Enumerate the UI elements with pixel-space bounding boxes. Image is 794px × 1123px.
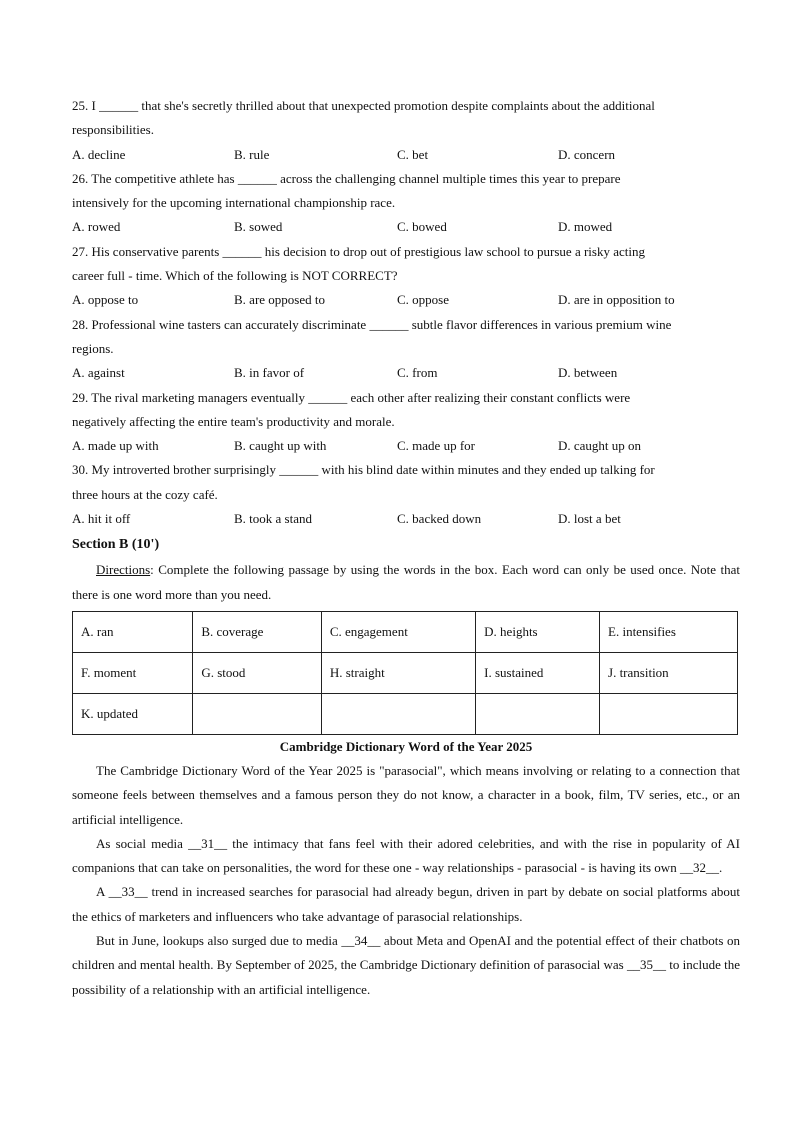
answer-option[interactable]: B. in favor of <box>234 365 305 381</box>
question-stem-line: 26. The competitive athlete has ______ across the challenging channel multiple times this year to prepare <box>72 170 621 186</box>
word-box-cell: F. moment <box>73 652 193 693</box>
question-item <box>72 167 740 240</box>
word-box-cell: C. engagement <box>321 611 475 652</box>
section-b-directions <box>72 558 740 607</box>
word-box-cell: A. ran <box>73 611 193 652</box>
word-box-cell: G. stood <box>193 652 322 693</box>
question-item <box>72 458 740 531</box>
answer-option[interactable]: C. from <box>397 365 438 381</box>
answer-option[interactable]: A. rowed <box>72 219 121 235</box>
answer-option[interactable]: D. concern <box>558 146 616 162</box>
word-box-cell <box>600 693 738 734</box>
passage-body <box>72 759 740 1002</box>
section-b-heading: Section B (10') <box>72 537 160 553</box>
question-item <box>72 386 740 459</box>
answer-options <box>72 215 740 239</box>
worksheet-page <box>72 94 740 1002</box>
passage-paragraph: The Cambridge Dictionary Word of the Year 2025 is "parasocial", which means involving or relating to a connection that someone feels between themselves and a famous person they do not know, a character in a book, film, TV series, etc., or an artificial intelligence. <box>72 762 740 827</box>
answer-option[interactable]: D. caught up on <box>558 438 642 454</box>
question-stem-line: responsibilities. <box>72 122 154 138</box>
question-stem-line: 25. I ______ that she's secretly thrilled about that unexpected promotion despite complaints about the additional <box>72 98 655 113</box>
answer-option[interactable]: D. mowed <box>558 219 613 235</box>
word-box-cell: K. updated <box>73 693 193 734</box>
question-stem-line: career full - time. Which of the following is NOT CORRECT? <box>72 268 398 284</box>
answer-option[interactable]: B. are opposed to <box>234 292 325 308</box>
answer-option[interactable]: C. bowed <box>397 219 447 235</box>
question-stem-line: 30. My introverted brother surprisingly ______ with his blind date within minutes and they ended up talking for <box>72 462 655 478</box>
question-stem-line: intensively for the upcoming international championship race. <box>72 195 396 211</box>
word-box-cell <box>193 693 322 734</box>
answer-option[interactable]: D. lost a bet <box>558 511 621 527</box>
answer-option[interactable]: C. oppose <box>397 292 449 308</box>
word-box-row <box>73 693 738 734</box>
question-item <box>72 94 740 167</box>
word-box-row <box>73 611 738 652</box>
question-stem-line: regions. <box>72 340 114 356</box>
answer-options <box>72 143 740 167</box>
answer-option[interactable]: B. caught up with <box>234 438 327 454</box>
question-stem-line: 27. His conservative parents ______ his decision to drop out of prestigious law school to pursue a risky acting <box>72 243 645 259</box>
question-stem-line: 29. The rival marketing managers eventually ______ each other after realizing their constant conflicts were <box>72 389 631 405</box>
question-stem-line: three hours at the cozy café. <box>72 486 218 502</box>
answer-option[interactable]: A. hit it off <box>72 511 131 527</box>
passage-paragraph: As social media __31__ the intimacy that fans feel with their adored celebrities, and with the rise in popularity of AI companions that can take on personalities, the word for these one - way relationships - parasocial - is having its own __32__. <box>72 835 740 876</box>
answer-option[interactable]: A. decline <box>72 146 126 162</box>
answer-option[interactable]: B. took a stand <box>234 511 312 527</box>
answer-option[interactable]: C. bet <box>397 146 429 162</box>
word-box-cell: H. straight <box>321 652 475 693</box>
word-box-row <box>73 652 738 693</box>
word-box-cell <box>476 693 600 734</box>
word-box-cell: D. heights <box>476 611 600 652</box>
answer-option[interactable]: D. between <box>558 365 618 381</box>
word-box-cell: E. intensifies <box>600 611 738 652</box>
answer-options <box>72 361 740 385</box>
directions-text: : Complete the following passage by using the words in the box. Each word can only be used once. Note that there is one word more than you need. <box>72 562 740 602</box>
question-stem-line: 28. Professional wine tasters can accurately discriminate ______ subtle flavor differences in various premium wine <box>72 316 672 332</box>
answer-option[interactable]: A. made up with <box>72 438 159 454</box>
passage-title: Cambridge Dictionary Word of the Year 2025 <box>279 738 533 754</box>
question-stem-line: negatively affecting the entire team's productivity and morale. <box>72 413 395 429</box>
answer-option[interactable]: B. sowed <box>234 219 283 235</box>
answer-options <box>72 434 740 458</box>
word-box-table <box>72 611 738 735</box>
answer-option[interactable]: C. made up for <box>397 438 475 454</box>
question-list <box>72 94 740 531</box>
word-box-cell: J. transition <box>600 652 738 693</box>
answer-options <box>72 288 740 312</box>
word-box-cell <box>321 693 475 734</box>
directions-label: Directions <box>96 562 151 578</box>
word-box-cell: I. sustained <box>476 652 600 693</box>
question-item <box>72 313 740 386</box>
answer-option[interactable]: B. rule <box>234 146 270 162</box>
word-box-cell: B. coverage <box>193 611 322 652</box>
answer-options <box>72 507 740 531</box>
answer-option[interactable]: A. against <box>72 365 125 381</box>
answer-option[interactable]: D. are in opposition to <box>558 292 675 308</box>
passage-paragraph: A __33__ trend in increased searches for parasocial had already begun, driven in part by debate on social platforms about the ethics of marketers and influencers who take advantage of parasocial relationships. <box>72 884 740 924</box>
question-item <box>72 240 740 313</box>
passage-paragraph: But in June, lookups also surged due to media __34__ about Meta and OpenAI and the potential effect of their chatbots on children and mental health. By September of 2025, the Cambridge Dictionary definition of parasocial was __35__ to include the possibility of a relationship with an artificial intelligence. <box>72 933 740 997</box>
answer-option[interactable]: C. backed down <box>397 511 482 527</box>
answer-option[interactable]: A. oppose to <box>72 292 139 308</box>
